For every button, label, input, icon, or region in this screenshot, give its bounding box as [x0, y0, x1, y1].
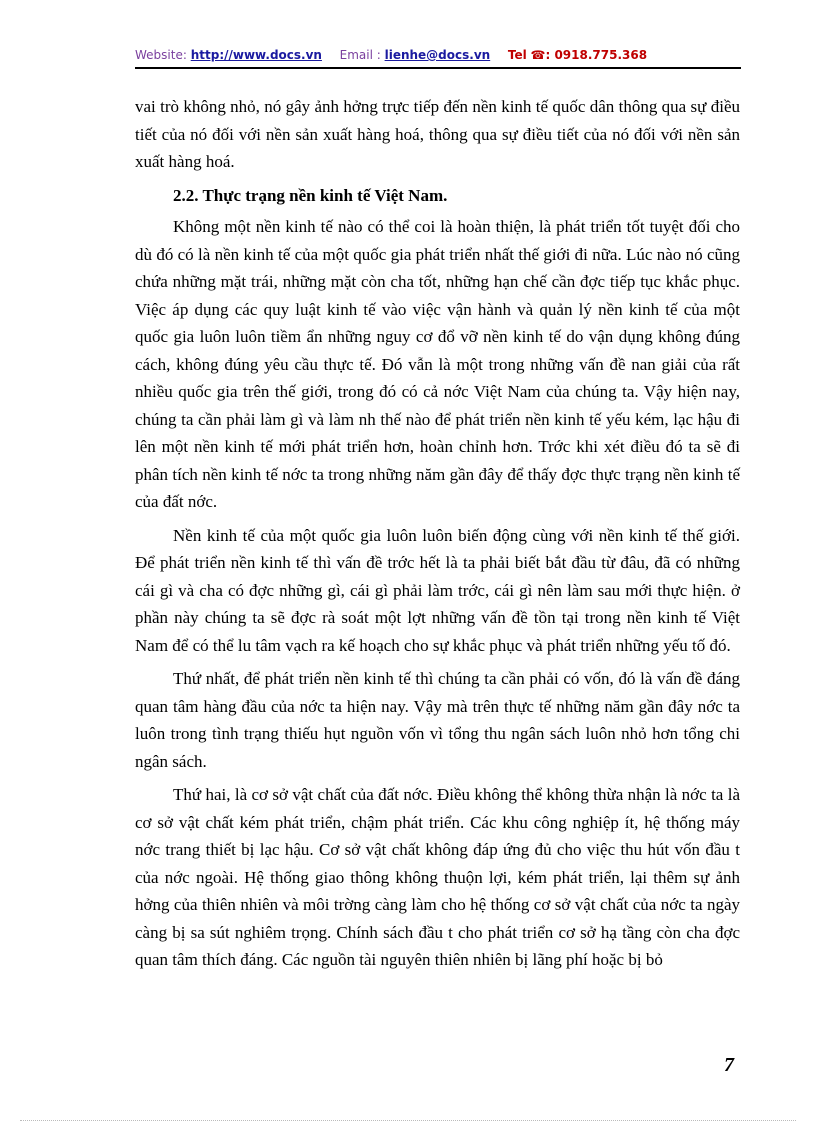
tel-label: Tel	[507, 48, 527, 62]
body-paragraph: Không một nền kinh tế nào có thể coi là hoàn thiện, là phát triển tốt tuyệt đối cho dù đó có là nền kinh tế của một quốc gia phát triển nhất thế giới đi nữa. Lúc nào nó cũng chứa những mặt trái, những mặt còn cha tốt, những hạn chế cần đợc tiếp tục khắc phục. Việc áp dụng các quy luật kinh tế vào việc vận hành và quản lý nền kinh tế của một quốc gia luôn luôn tiềm ẩn những nguy cơ đổ vỡ nền kinh tế do vận dụng không đúng cách, không đúng yêu cầu thực tế. Đó vẫn là một trong những vấn đề nan giải của rất nhiều quốc gia trên thế giới, trong đó có cả nớc Việt Nam của chúng ta. Vậy hiện nay, chúng ta cần phải làm gì và làm nh thế nào để phát triển nền kinh tế yếu kém, lạc hậu đi lên một nền kinh tế mới phát triển hơn, hoàn chỉnh hơn. Trớc khi xét điều đó ta sẽ đi phân tích nền kinh tế nớc ta trong những năm gần đây để thấy đợc thực trạng nền kinh tế của đất nớc.	[135, 217, 740, 511]
header-divider	[135, 67, 741, 69]
body-paragraph: Nền kinh tế của một quốc gia luôn luôn biến động cùng với nền kinh tế thế giới. Để phát triển nền kinh tế thì vấn đề trớc hết là ta phải biết bắt đầu từ đâu, đã có những cái gì và cha có đợc những gì, cái gì phải làm trớc, cái gì nên làm sau mới thực hiện. ở phần này chúng ta sẽ đợc rà soát một lợt những vấn đề tồn tại trong nền kinh tế Việt Nam để có thể lu tâm vạch ra kế hoạch cho sự khắc phục và phát triển những yếu tố đó.	[135, 525, 740, 655]
email-label: Email :	[339, 48, 381, 62]
phone-icon: ☎	[530, 48, 546, 62]
document-body	[135, 93, 740, 980]
body-paragraph: Thứ hai, là cơ sở vật chất của đất nớc. Điều không thể không thừa nhận là nớc ta là cơ sở vật chất kém phát triển, chậm phát triển. Các khu công nghiệp ít, hệ thống máy nớc trang thiết bị lạc hậu. Cơ sở vật chất không đáp ứng đủ cho việc thu hút vốn đầu t của nớc ngoài. Hệ thống giao thông không thuộn lợi, kém phát triển, lại thêm sự ảnh hởng của thiên nhiên và môi trờng càng làm cho hệ thống cơ sở vật chất của nớc ta ngày càng bị sa sút nghiêm trọng. Chính sách đầu t cho phát triển cơ sở hạ tầng còn cha đợc quan tâm thích đáng. Các nguồn tài nguyên thiên nhiên bị lãng phí hoặc bị bỏ	[135, 785, 740, 969]
intro-paragraph: vai trò không nhỏ, nó gây ảnh hởng trực tiếp đến nền kinh tế quốc dân thông qua sự điều tiết của nó đối với nền sản xuất hàng hoá, thông qua sự điều tiết của nó đối với nền sản xuất hàng hoá.	[135, 97, 740, 171]
website-label: Website:	[135, 48, 187, 62]
body-paragraph: Thứ nhất, để phát triển nền kinh tế thì chúng ta cần phải có vốn, đó là vấn đề đáng quan tâm hàng đầu của nớc ta hiện nay. Vậy mà trên thực tế những năm gần đây nớc ta luôn trong tình trạng thiếu hụt nguồn vốn vì tổng thu ngân sách luôn nhỏ hơn tổng chi ngân sách.	[135, 669, 740, 771]
tel-number: : 0918.775.368	[545, 48, 648, 62]
page-bottom-border	[20, 1120, 796, 1121]
section-heading: 2.2. Thực trạng nền kinh tế Việt Nam.	[173, 185, 448, 205]
website-link[interactable]: http://www.docs.vn	[190, 48, 322, 62]
page-header	[135, 48, 741, 62]
email-link[interactable]: lienhe@docs.vn	[384, 48, 491, 62]
page-number: 7	[724, 1054, 734, 1076]
